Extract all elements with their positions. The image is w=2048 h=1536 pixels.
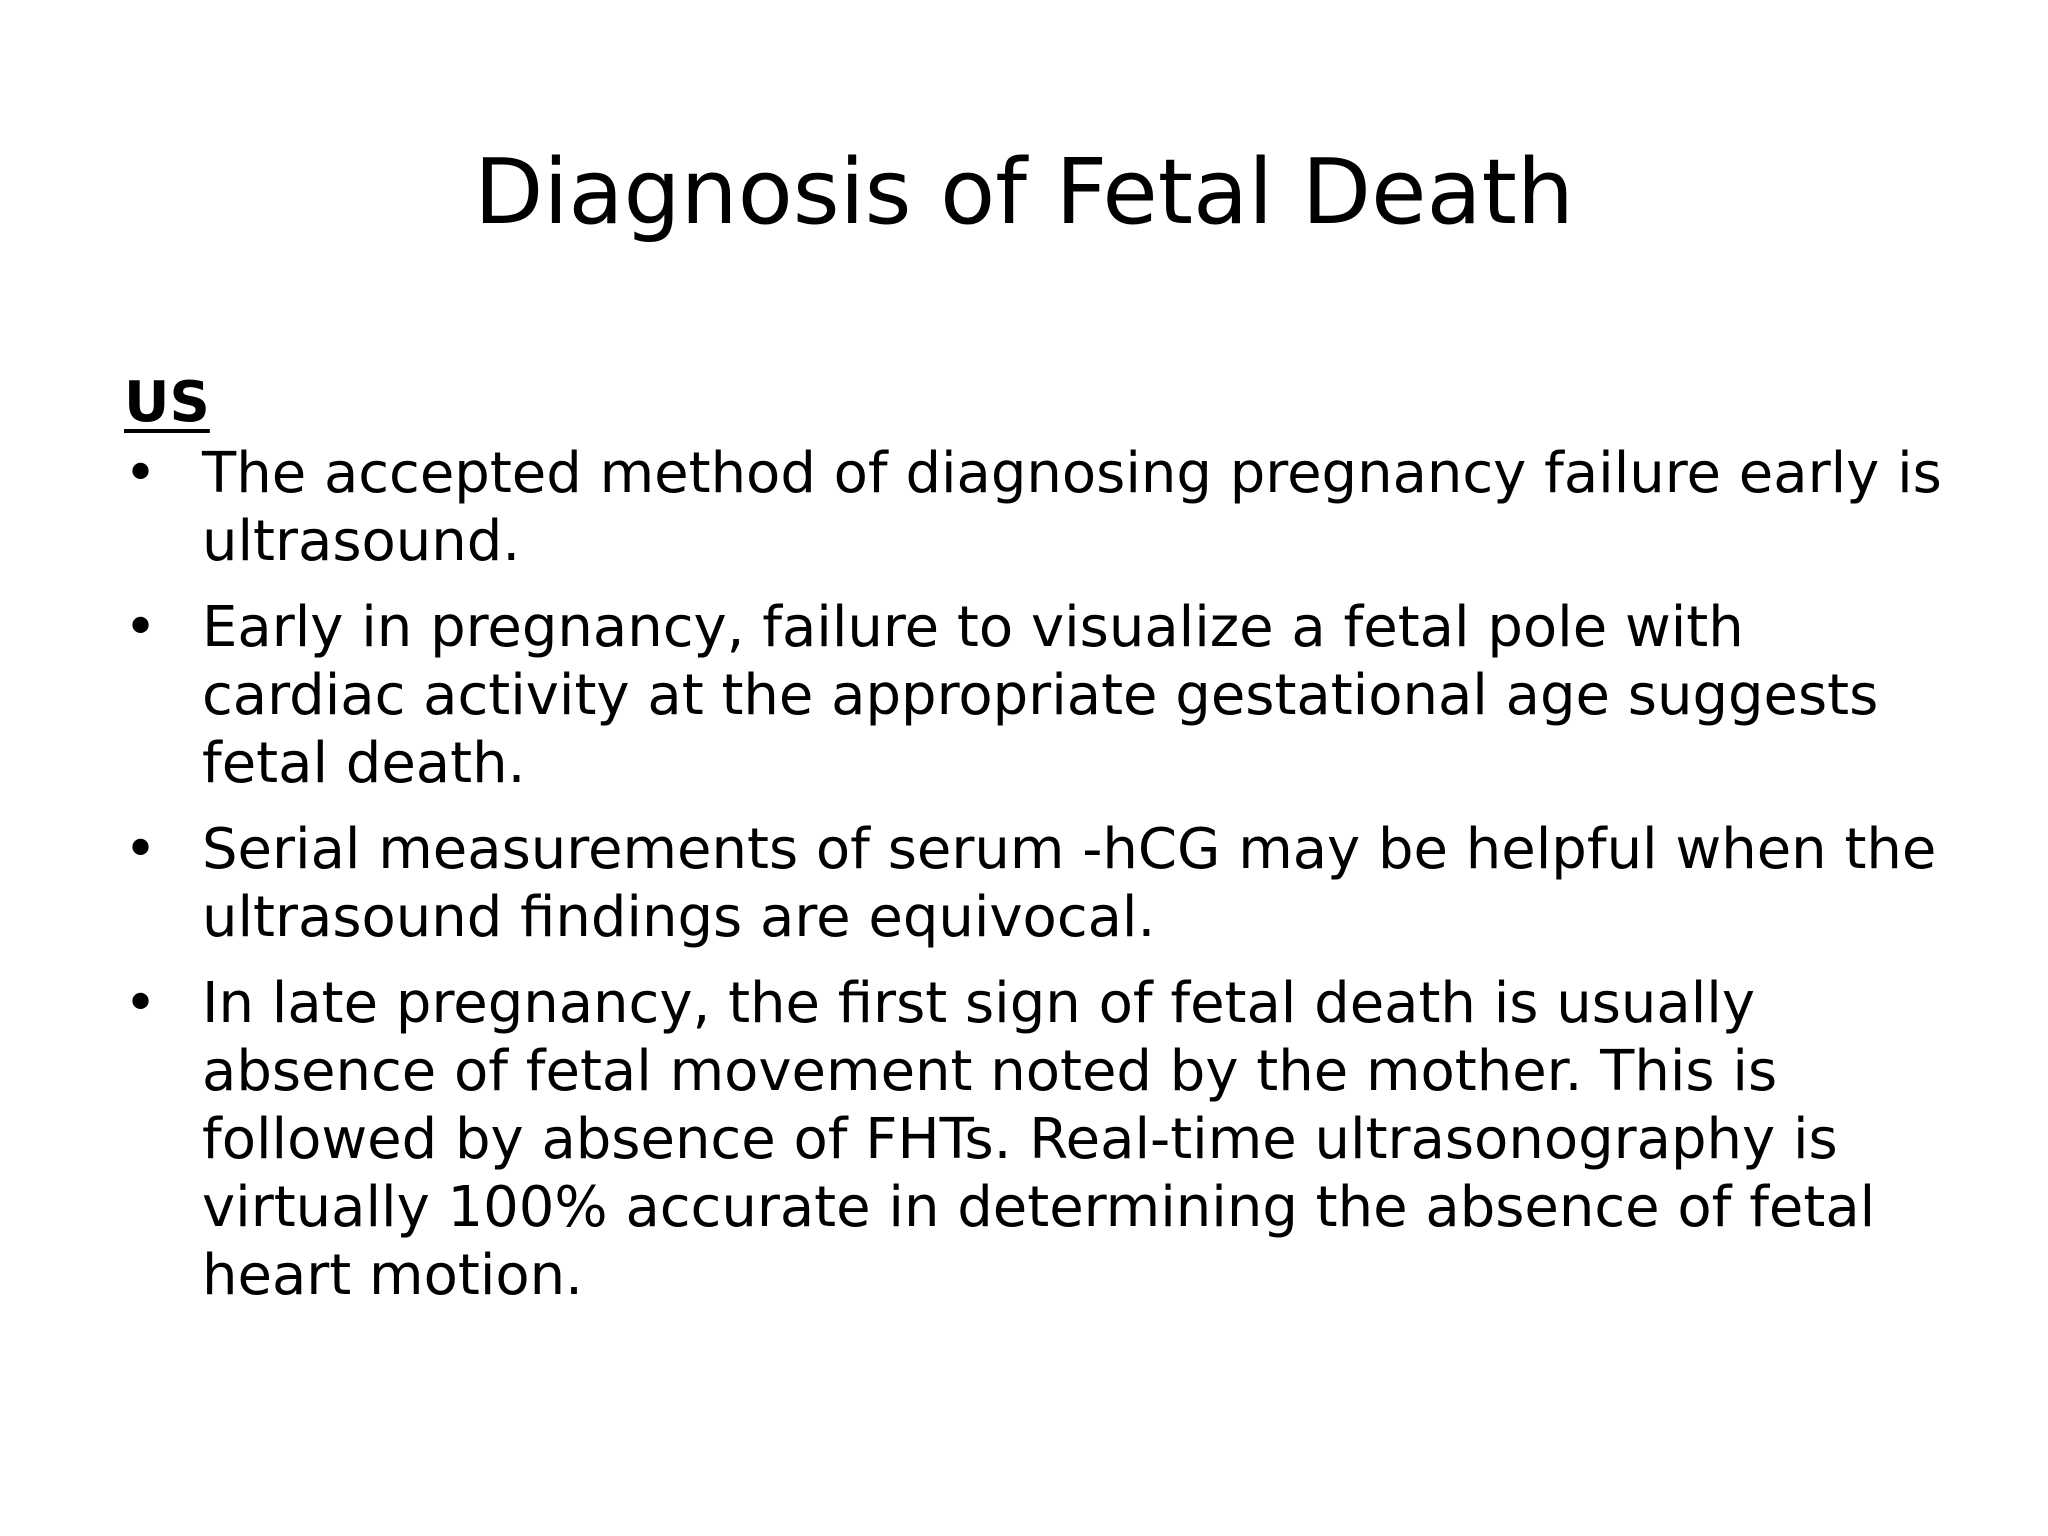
bullet-marker: • (124, 817, 158, 882)
bullet-list (124, 440, 1944, 1310)
bullet-item (124, 970, 1944, 1310)
bullet-marker: • (124, 441, 158, 506)
bullet-item (124, 440, 1944, 576)
section-heading-us: US (124, 370, 210, 435)
slide-content (124, 370, 1944, 1328)
bullet-marker: • (124, 595, 158, 660)
bullet-item (124, 816, 1944, 952)
bullet-text: Early in pregnancy, failure to visualize a fetal pole with cardiac activity at the appropriate gestational age suggests fetal death. (202, 595, 1879, 796)
slide-title: Diagnosis of Fetal Death (474, 140, 1574, 245)
bullet-text: Serial measurements of serum -hCG may be helpful when the ultrasound findings are equivocal. (202, 817, 1937, 950)
bullet-text: The accepted method of diagnosing pregnancy failure early is ultrasound. (202, 441, 1942, 574)
bullet-item (124, 594, 1944, 798)
bullet-text: In late pregnancy, the first sign of fetal death is usually absence of fetal movement noted by the mother. This is followed by absence of FHTs. Real-time ultrasonography is virtually 100% accurate in determining the absence of fetal heart motion. (202, 971, 1876, 1308)
bullet-marker: • (124, 971, 158, 1036)
